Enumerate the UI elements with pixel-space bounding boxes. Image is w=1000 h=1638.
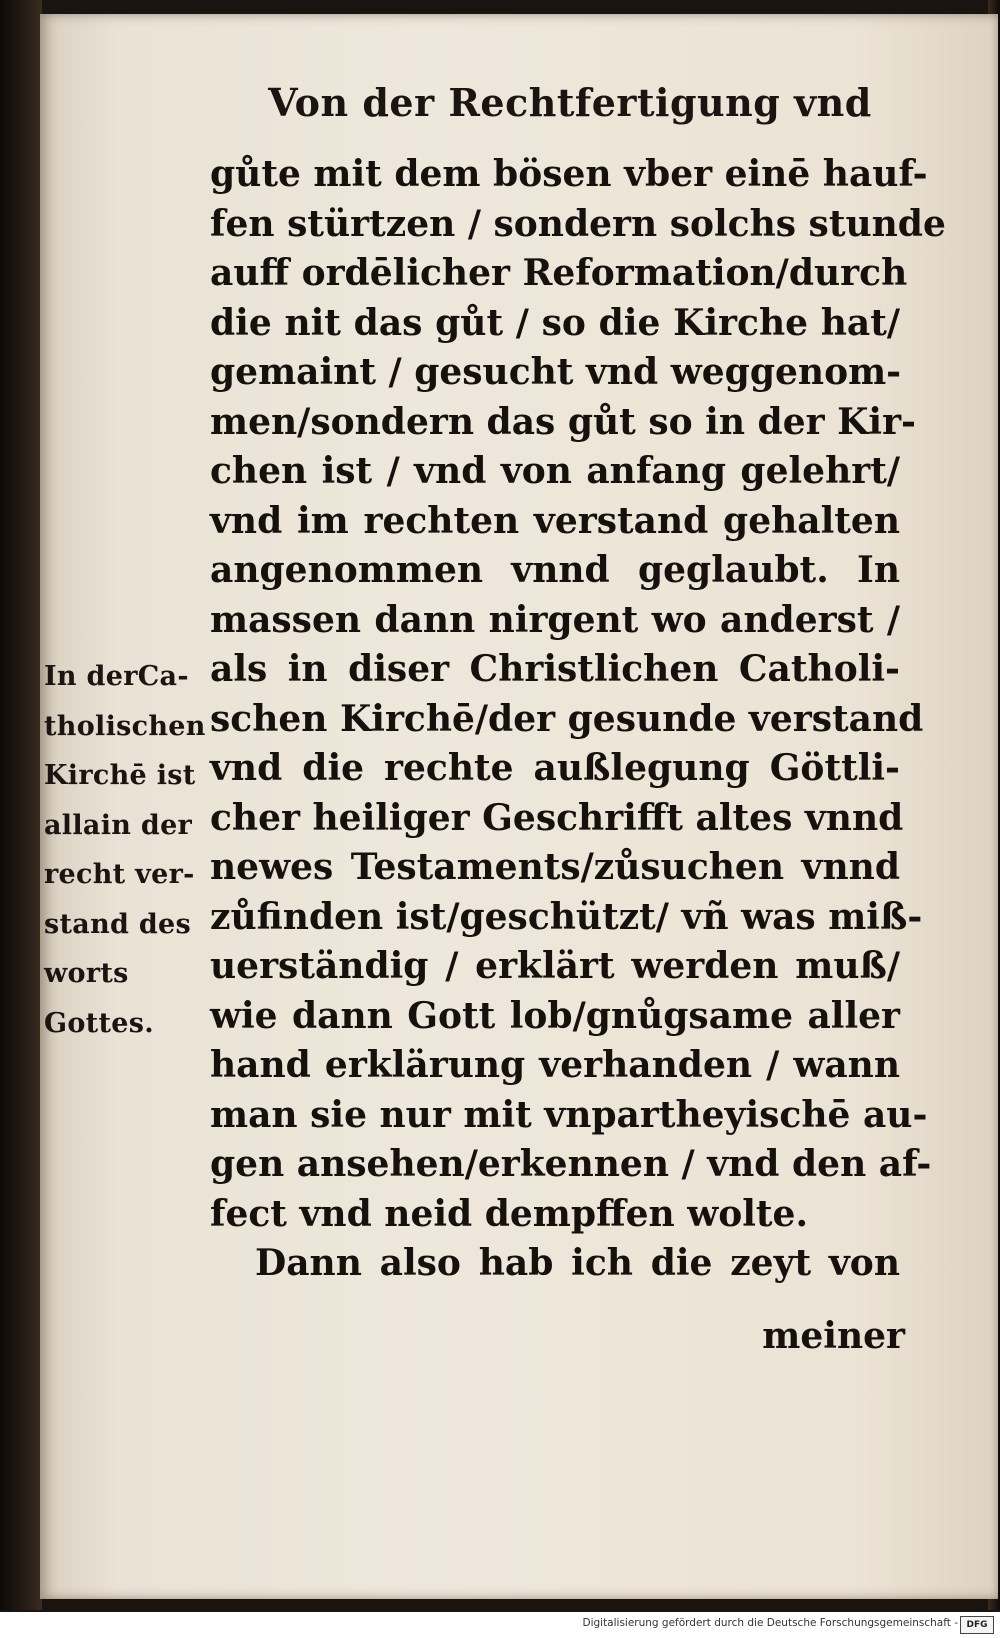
- marginal-note-line: Gottes.: [44, 1007, 154, 1039]
- marginal-note-line: allain der: [44, 809, 193, 841]
- text-line: newes Testaments/zůsuchen vnnd: [210, 846, 900, 888]
- text-line: hand erklärung verhanden / wann: [210, 1044, 900, 1086]
- text-line: auff ordēlicher Reformation/durch: [210, 252, 908, 294]
- text-line: vnd die rechte außlegung Göttli-: [210, 747, 900, 789]
- marginal-note-line: stand des: [44, 908, 192, 940]
- marginal-note-line: Kirchē ist: [44, 760, 196, 791]
- text-line: chen ist / vnd von anfang gelehrt/: [210, 450, 900, 492]
- text-line: wie dann Gott lob/gnůgsame aller: [210, 994, 900, 1037]
- text-line: gůte mit dem bösen vber einē hauf-: [210, 153, 928, 195]
- running-head: Von der Rechtfertigung vnd: [268, 80, 872, 125]
- catchword: meiner: [762, 1315, 905, 1357]
- book-spine-shadow: [0, 0, 42, 1610]
- text-line: uerständig / erklärt werden muß/: [210, 945, 900, 987]
- marginal-note-line: In derCa-: [44, 661, 189, 692]
- marginal-note-line: tholischen: [44, 710, 206, 742]
- text-line: vnd im rechten verstand gehalten: [210, 499, 900, 542]
- text-line: zůfinden ist/geschützt/ vñ was miß-: [210, 895, 923, 938]
- funding-credit: Digitalisierung gefördert durch die Deutsche Forschungsgemeinschaft -: [582, 1617, 958, 1629]
- text-line: angenommen vnnd geglaubt. In: [210, 549, 900, 591]
- text-line: fect vnd neid dempffen wolte.: [210, 1192, 808, 1235]
- marginal-note-line: worts: [44, 958, 129, 989]
- text-line: men/sondern das gůt so in der Kir-: [210, 400, 916, 443]
- text-line: gen ansehen/erkennen / vnd den af-: [210, 1143, 932, 1185]
- paragraph-start-line: Dann also hab ich die zeyt von: [255, 1242, 900, 1284]
- text-line: man sie nur mit vnpartheyischē au-: [210, 1093, 928, 1136]
- main-text-block: [210, 150, 946, 1289]
- text-line: die nit das gůt / so die Kirche hat/: [210, 301, 900, 344]
- text-line: massen dann nirgent wo anderst /: [210, 598, 900, 641]
- marginal-note: [44, 652, 209, 1048]
- text-line: als in diser Christlichen Catholi-: [210, 648, 900, 690]
- text-line: fen stürtzen / sondern solchs stunde: [210, 202, 946, 245]
- text-line: schen Kirchē/der gesunde verstand: [210, 697, 924, 740]
- dfg-logo: DFG: [960, 1616, 994, 1634]
- text-line: gemaint / gesucht vnd weggenom-: [210, 351, 902, 393]
- marginal-note-line: recht ver-: [44, 859, 195, 890]
- digitization-footer: [0, 1612, 1000, 1638]
- text-line: cher heiliger Geschrifft altes vnnd: [210, 796, 904, 839]
